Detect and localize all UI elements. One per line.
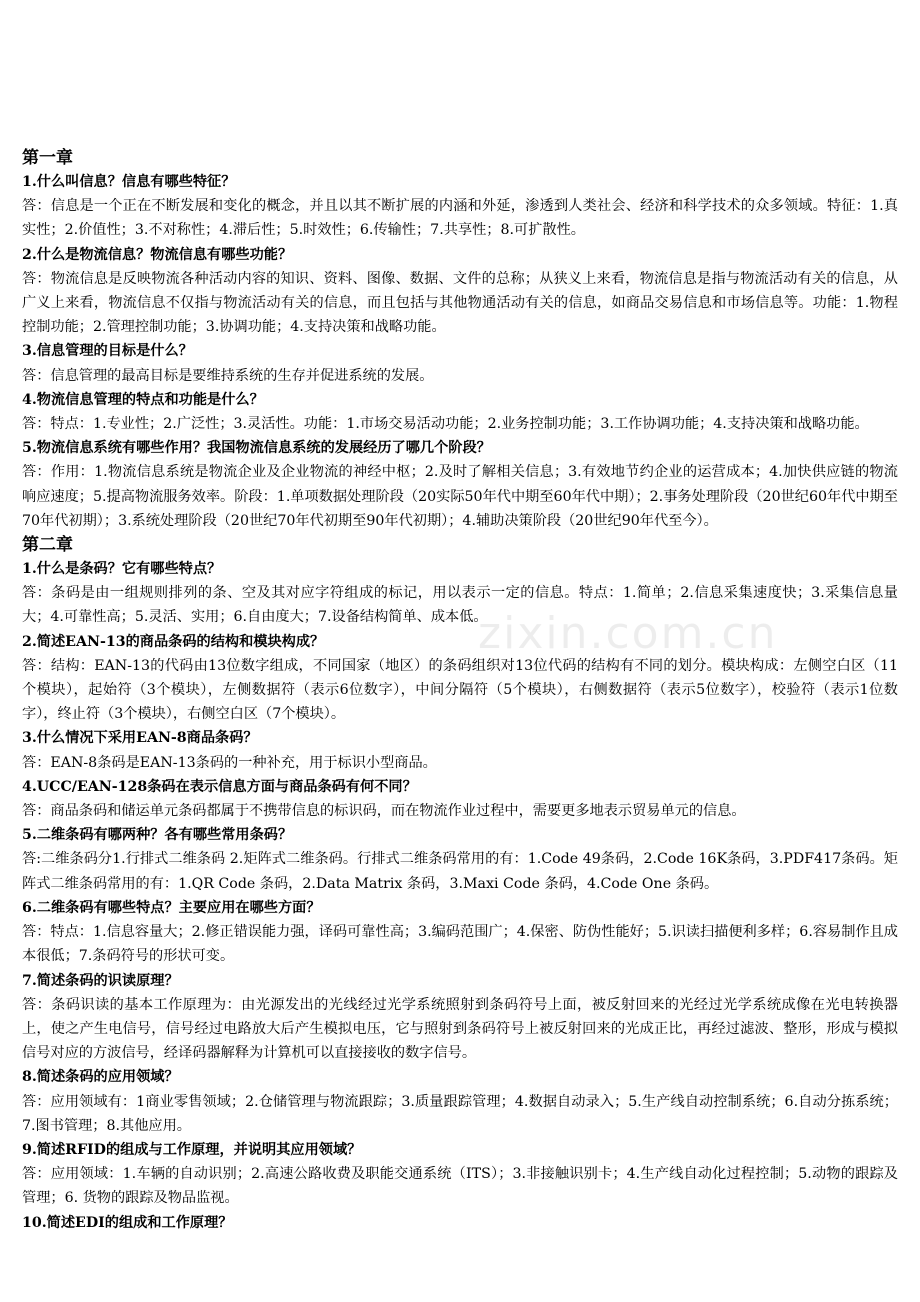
question: 1.什么是条码？它有哪些特点？ bbox=[22, 561, 222, 578]
question: 6.二维条码有哪些特点？主要应用在哪些方面？ bbox=[22, 899, 321, 916]
answer: 答：特点：1.专业性；2.广泛性；3.灵活性。功能：1.市场交易活动功能；2.业务控制功能；3.工作协调功能；4.支持决策和战略功能。 bbox=[22, 416, 869, 433]
question: 3.信息管理的目标是什么？ bbox=[22, 343, 193, 360]
answer: 答：特点：1.信息容量大；2.修正错误能力强，译码可靠性高；3.编码范围广；4.保密、防伪性能好；5.识读扫描便利多样；6.容易制作且成本很低；7.条码符号的形状可变。 bbox=[22, 924, 898, 965]
answer: 答：EAN-8条码是EAN-13条码的一种补充，用于标识小型商品。 bbox=[22, 754, 437, 771]
question: 8.简述条码的应用领域？ bbox=[22, 1069, 179, 1086]
answer: 答:二维条码分1.行排式二维条码 2.矩阵式二维条码。行排式二维条码常用的有：1.Code 49条码，2.Code 16K条码，3.PDF417条码。矩阵式二维条码常用的有：1.QR Code 条码，2.Data Matrix 条码，3.Maxi Code 条码，4.Code One 条码。 bbox=[22, 851, 898, 892]
chapter-2-section bbox=[22, 533, 898, 1235]
document-body bbox=[22, 146, 898, 1235]
answer: 答：应用领域有：1商业零售领域；2.仓储管理与物流跟踪；3.质量跟踪管理；4.数据自动录入；5.生产线自动控制系统；6.自动分拣系统；7.图书管理；8.其他应用。 bbox=[22, 1093, 898, 1134]
question: 3.什么情况下采用EAN-8商品条码？ bbox=[22, 730, 258, 747]
answer: 答：信息是一个正在不断发展和变化的概念，并且以其不断扩展的内涵和外延，渗透到人类社会、经济和科学技术的众多领域。特征：1.真实性；2.价值性；3.不对称性；4.滞后性；5.时效性；6.传输性；7.共享性；8.可扩散性。 bbox=[22, 198, 898, 239]
question: 7.简述条码的识读原理？ bbox=[22, 972, 179, 989]
question: 1.什么叫信息？信息有哪些特征？ bbox=[22, 174, 236, 190]
watermark: zixin.com.cn bbox=[478, 608, 778, 659]
question: 5.物流信息系统有哪些作用？我国物流信息系统的发展经历了哪几个阶段？ bbox=[22, 440, 491, 457]
chapter-1-section bbox=[22, 146, 898, 533]
question: 2.什么是物流信息？物流信息有哪些功能？ bbox=[22, 246, 293, 263]
answer: 答：物流信息是反映物流各种活动内容的知识、资料、图像、数据、文件的总称；从狭义上来看，物流信息是指与物流活动有关的信息，从广义上来看，物流信息不仅指与物流活动有关的信息，而且包括与其他物通活动有关的信息，如商品交易信息和市场信息等。功能：1.物程控制功能；2.管理控制功能；3.协调功能；4.支持决策和战略功能。 bbox=[22, 270, 898, 336]
answer: 答：商品条码和储运单元条码都属于不携带信息的标识码，而在物流作业过程中，需要更多地表示贸易单元的信息。 bbox=[22, 803, 746, 820]
chapter-title: 第一章 bbox=[22, 148, 73, 168]
question: 10.简述EDI的组成和工作原理？ bbox=[22, 1214, 233, 1231]
answer: 答：应用领域：1.车辆的自动识别；2.高速公路收费及职能交通系统（ITS）；3.非接触识别卡；4.生产线自动化过程控制；5.动物的跟踪及管理；6. 货物的跟踪及物品监视。 bbox=[22, 1166, 898, 1207]
question: 4.物流信息管理的特点和功能是什么？ bbox=[22, 391, 264, 408]
answer: 答：作用：1.物流信息系统是物流企业及企业物流的神经中枢；2.及时了解相关信息；3.有效地节约企业的运营成本；4.加快供应链的物流响应速度；5.提高物流服务效率。阶段：1.单项数据处理阶段（20实际50年代中期至60年代中期）；2.事务处理阶段（20世纪60年代中期至70年代初期）；3.系统处理阶段（20世纪70年代初期至90年代初期）；4.辅助决策阶段（20世纪90年代至今）。 bbox=[22, 464, 898, 529]
answer: 答：条码识读的基本工作原理为：由光源发出的光线经过光学系统照射到条码符号上面，被反射回来的光经过光学系统成像在光电转换器上，使之产生电信号，信号经过电路放大后产生模拟电压，它与照射到条码符号上被反射回来的光成正比，再经过滤波、整形，形成与模拟信号对应的方波信号，经译码器解释为计算机可以直接接收的数字信号。 bbox=[22, 996, 898, 1062]
answer: 答：结构：EAN-13的代码由13位数字组成，不同国家（地区）的条码组织对13位代码的结构有不同的划分。模块构成：左侧空白区（11个模块），起始符（3个模块），左侧数据符（表示6位数字），中间分隔符（5个模块），右侧数据符（表示5位数字），校验符（表示1位数字），终止符（3个模块），右侧空白区（7个模块）。 bbox=[22, 657, 898, 723]
chapter-title: 第二章 bbox=[22, 535, 73, 556]
question: 4.UCC/EAN-128条码在表示信息方面与商品条码有何不同？ bbox=[22, 778, 417, 795]
question: 2.简述EAN-13的商品条码的结构和模块构成？ bbox=[22, 633, 325, 650]
answer: 答：信息管理的最高目标是要维持系统的生存并促进系统的发展。 bbox=[22, 367, 434, 384]
question: 9.简述RFID的组成与工作原理，并说明其应用领域？ bbox=[22, 1141, 362, 1158]
answer: 答：条码是由一组规则排列的条、空及其对应字符组成的标记，用以表示一定的信息。特点：1.简单；2.信息采集速度快；3.采集信息量大；4.可靠性高；5.灵活、实用；6.自由度大；7.设备结构简单、成本低。 bbox=[22, 585, 898, 626]
question: 5.二维条码有哪两种？各有哪些常用条码？ bbox=[22, 827, 293, 844]
